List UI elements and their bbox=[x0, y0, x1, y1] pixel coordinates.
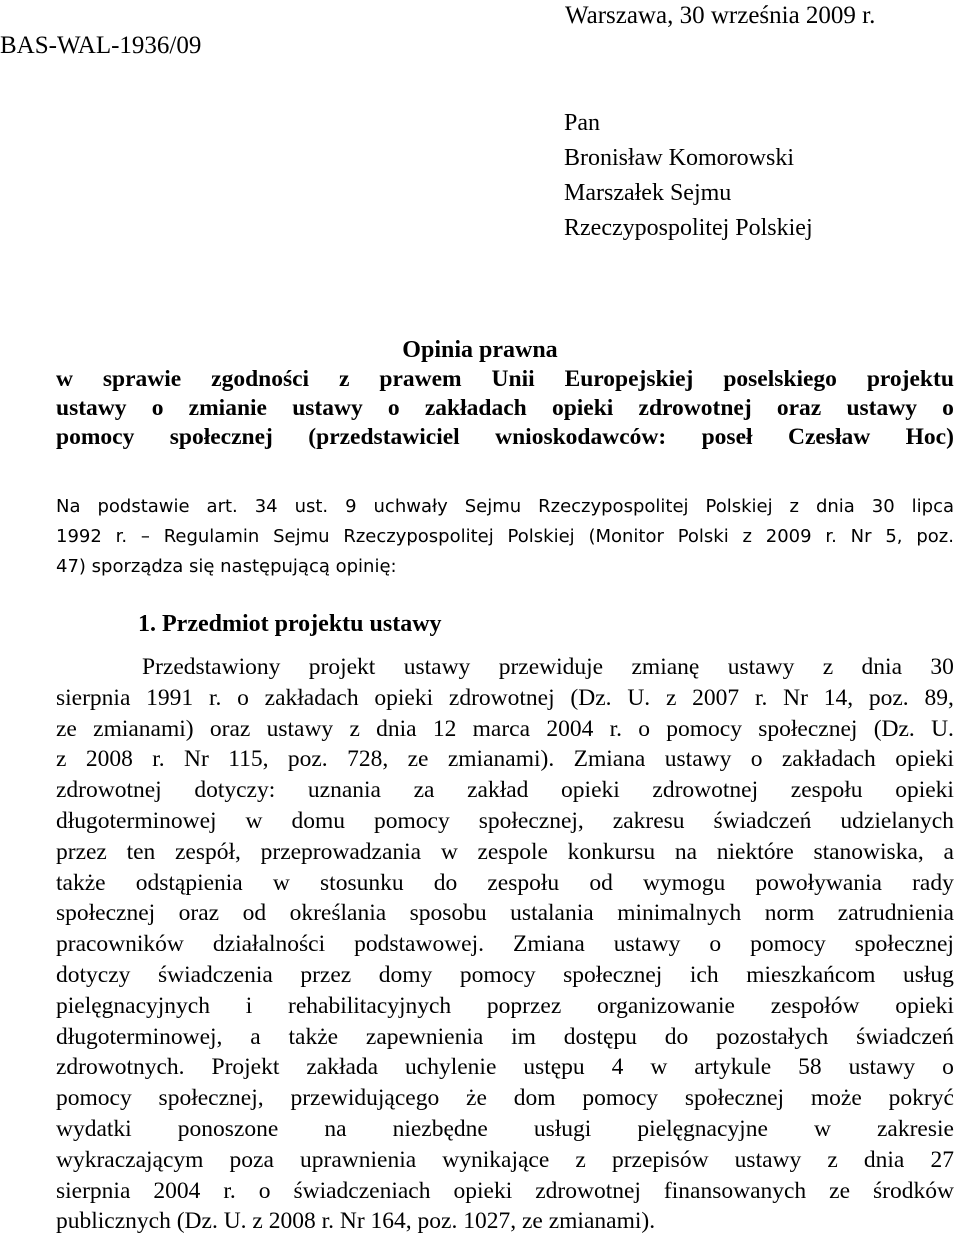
word: o bbox=[258, 1177, 271, 1204]
word: dom bbox=[513, 1085, 556, 1112]
word: wynikające bbox=[442, 1146, 550, 1173]
word: może bbox=[810, 1085, 862, 1112]
word: ponoszone bbox=[177, 1115, 279, 1142]
word: przepisów bbox=[611, 1146, 709, 1173]
word: zakładach bbox=[424, 395, 527, 421]
word: zmianę bbox=[631, 654, 700, 680]
body-line-text bbox=[56, 837, 954, 868]
word: opieki bbox=[561, 777, 620, 804]
word: przez bbox=[56, 838, 107, 865]
body-line-text bbox=[56, 1022, 954, 1053]
body-line-text bbox=[56, 960, 954, 991]
word: 30 bbox=[871, 496, 895, 517]
word: ich bbox=[689, 961, 719, 988]
word: zdrowotnej bbox=[56, 777, 162, 804]
word: zakresu bbox=[612, 807, 685, 834]
word: marca bbox=[472, 715, 531, 742]
word: (Dz. bbox=[570, 684, 612, 711]
word: ten bbox=[126, 838, 156, 865]
word: także bbox=[56, 869, 106, 896]
word: ze bbox=[56, 715, 77, 742]
word: domu bbox=[291, 807, 346, 834]
word: ustępu bbox=[523, 1054, 585, 1081]
word: rady bbox=[912, 869, 954, 896]
word: Unii bbox=[491, 366, 535, 392]
body-line bbox=[56, 1052, 954, 1083]
word: z bbox=[665, 684, 677, 711]
word: 2004 bbox=[153, 1177, 201, 1204]
body-line bbox=[56, 960, 954, 991]
word: przewidującego bbox=[290, 1085, 440, 1112]
body-line bbox=[56, 1083, 954, 1114]
body-line-text bbox=[56, 868, 954, 899]
word: zmianie bbox=[188, 395, 267, 421]
word: zdrowotnej bbox=[652, 777, 759, 804]
word: Rzeczypospolitej bbox=[343, 526, 494, 547]
body-line bbox=[56, 806, 954, 837]
word: poprzez bbox=[486, 992, 562, 1019]
addressee-line: Pan bbox=[564, 110, 600, 136]
word: mieszkańcom bbox=[746, 961, 876, 988]
body-line-text bbox=[56, 775, 954, 806]
word: o bbox=[709, 931, 722, 958]
word: pracowników bbox=[56, 931, 184, 958]
word: r. bbox=[825, 526, 837, 547]
word: z bbox=[339, 366, 350, 392]
addressee-line: Rzeczypospolitej Polskiej bbox=[564, 215, 813, 241]
word: zmianami). bbox=[447, 746, 555, 773]
opinion-subject-line bbox=[56, 394, 954, 423]
word: przez bbox=[300, 961, 352, 988]
word: 115, bbox=[228, 746, 269, 773]
word: 1992 bbox=[56, 526, 102, 547]
word: z bbox=[827, 1146, 838, 1173]
word: opieki bbox=[551, 395, 614, 421]
word: r. bbox=[754, 684, 768, 711]
word: ustawy bbox=[56, 395, 127, 421]
word: zakładach bbox=[781, 746, 876, 773]
word: społecznej, bbox=[158, 1085, 264, 1112]
word: zespołu bbox=[487, 869, 560, 896]
word: r. bbox=[208, 684, 222, 711]
body-line bbox=[56, 837, 954, 868]
word: uznania bbox=[307, 777, 381, 804]
word: od bbox=[242, 900, 267, 927]
word: ustawy bbox=[613, 931, 681, 958]
word: pomocy bbox=[56, 1085, 132, 1112]
word: pomocy bbox=[582, 1085, 659, 1112]
word: i bbox=[245, 992, 253, 1019]
word: od bbox=[589, 869, 613, 896]
word: społecznej bbox=[169, 424, 273, 450]
word: zapewnienia bbox=[365, 1023, 484, 1050]
word: Regulamin bbox=[163, 526, 260, 547]
body-line-text bbox=[56, 1176, 954, 1207]
word: pozostałych bbox=[716, 1023, 829, 1050]
body-line bbox=[56, 744, 954, 775]
word: ustawy bbox=[664, 746, 732, 773]
addressee-line: Marszałek Sejmu bbox=[564, 180, 732, 206]
word: o bbox=[942, 1054, 954, 1081]
word: społecznej bbox=[758, 715, 858, 742]
word: Projekt bbox=[211, 1054, 280, 1081]
word: (Monitor bbox=[588, 526, 664, 547]
word: Rzeczypospolitej bbox=[538, 496, 689, 517]
word: – bbox=[140, 526, 150, 547]
word: poz. bbox=[287, 746, 328, 773]
word: o bbox=[387, 395, 400, 421]
word: przewiduje bbox=[498, 654, 604, 680]
word: pomocy bbox=[56, 424, 135, 450]
word: wymogu bbox=[642, 869, 726, 896]
word: (przedstawiciel bbox=[308, 424, 460, 450]
word: 27 bbox=[930, 1146, 954, 1173]
word: a bbox=[250, 1023, 261, 1050]
word: (Dz. bbox=[873, 715, 915, 742]
word: wydatki bbox=[56, 1115, 132, 1142]
body-line bbox=[56, 1176, 954, 1207]
word: ustawy bbox=[266, 715, 334, 742]
body-line bbox=[56, 868, 954, 899]
word: uchwały bbox=[373, 496, 448, 517]
word: Polskiej bbox=[507, 526, 575, 547]
word: zespół, bbox=[175, 838, 241, 865]
word: minimalnych bbox=[617, 900, 742, 927]
word: usług bbox=[902, 961, 954, 988]
word: 2004 bbox=[546, 715, 594, 742]
word: że bbox=[466, 1085, 487, 1112]
word: zakładach bbox=[264, 684, 359, 711]
word: zdrowotnej bbox=[448, 684, 555, 711]
word: do bbox=[664, 1023, 689, 1050]
word: także bbox=[288, 1023, 339, 1050]
word: z bbox=[349, 715, 360, 742]
word: 58 bbox=[798, 1054, 822, 1081]
word: U. bbox=[627, 684, 651, 711]
word: uprawnienia bbox=[300, 1146, 417, 1173]
word: Hoc) bbox=[905, 424, 954, 450]
opinion-subject-line bbox=[56, 365, 954, 394]
word: zespołu bbox=[790, 777, 863, 804]
word: prawem bbox=[379, 366, 462, 392]
word: organizowanie bbox=[597, 992, 735, 1019]
word: poz. bbox=[868, 684, 909, 711]
word: zgodności bbox=[211, 366, 310, 392]
document-date: Warszawa, 30 września 2009 r. bbox=[565, 2, 876, 29]
word: 1991 bbox=[146, 684, 194, 711]
word: świadczenia bbox=[157, 961, 273, 988]
word: 12 bbox=[432, 715, 457, 742]
word: poza bbox=[229, 1146, 274, 1173]
word: o bbox=[638, 715, 650, 742]
word: oraz bbox=[209, 715, 251, 742]
word: artykule bbox=[694, 1054, 772, 1081]
word: pomocy bbox=[459, 961, 536, 988]
word: pielęgnacyjnych bbox=[56, 992, 210, 1019]
word: świadczeniach bbox=[293, 1177, 431, 1204]
word: Nr bbox=[850, 526, 872, 547]
word: z bbox=[822, 654, 834, 680]
word: ust. bbox=[294, 496, 329, 517]
body-line bbox=[56, 652, 954, 683]
word: w bbox=[245, 807, 263, 834]
word: sposobu bbox=[409, 900, 487, 927]
word: społecznej bbox=[684, 1085, 785, 1112]
word: świadczeń bbox=[856, 1023, 954, 1050]
word: ustawy bbox=[403, 654, 471, 680]
body-line-text bbox=[56, 714, 954, 745]
body-line bbox=[56, 1022, 954, 1053]
word: zdrowotnej bbox=[535, 1177, 641, 1204]
word: 9 bbox=[345, 496, 357, 517]
word: określania bbox=[289, 900, 387, 927]
body-line bbox=[56, 1145, 954, 1176]
word: o bbox=[750, 746, 763, 773]
body-line bbox=[56, 714, 954, 745]
word: im bbox=[511, 1023, 536, 1050]
word: zatrudnienia bbox=[837, 900, 954, 927]
body-line-text bbox=[56, 744, 954, 775]
word: długoterminowej, bbox=[56, 1023, 223, 1050]
word: r. bbox=[223, 1177, 236, 1204]
word: r. bbox=[152, 746, 165, 773]
word: pomocy bbox=[666, 715, 742, 742]
body-line-text bbox=[56, 898, 954, 929]
word: udzielanych bbox=[840, 807, 954, 834]
word: do bbox=[433, 869, 458, 896]
word: Nr bbox=[783, 684, 808, 711]
word: Polski bbox=[677, 526, 729, 547]
word: norm bbox=[764, 900, 815, 927]
word: sierpnia bbox=[56, 1177, 131, 1204]
body-line-text bbox=[56, 991, 954, 1022]
word: rehabilitacyjnych bbox=[288, 992, 452, 1019]
word: poseł bbox=[701, 424, 753, 450]
word: 34 bbox=[254, 496, 278, 517]
word: pomocy bbox=[374, 807, 450, 834]
word: r. bbox=[609, 715, 622, 742]
word: Sejmu bbox=[273, 526, 330, 547]
word: pielęgnacyjne bbox=[637, 1115, 768, 1142]
word: Przedstawiony bbox=[142, 654, 281, 680]
word: 5, bbox=[885, 526, 903, 547]
word: opieki bbox=[374, 684, 434, 711]
body-line bbox=[56, 898, 954, 929]
opinion-title: Opinia prawna bbox=[402, 337, 558, 363]
word: na bbox=[324, 1115, 347, 1142]
word: pomocy bbox=[750, 931, 826, 958]
word: opieki bbox=[895, 777, 954, 804]
word: oraz bbox=[776, 395, 822, 421]
document-reference-number: BAS-WAL-1936/09 bbox=[0, 32, 202, 59]
word: w bbox=[56, 366, 73, 392]
body-line-text bbox=[56, 929, 954, 960]
word: 2007 bbox=[692, 684, 740, 711]
word: zakłada bbox=[306, 1054, 379, 1081]
word: za bbox=[413, 777, 435, 804]
word: w bbox=[272, 869, 290, 896]
word: Europejskiej bbox=[564, 366, 694, 392]
word: dnia bbox=[863, 1146, 905, 1173]
word: U. bbox=[931, 715, 954, 742]
word: projekt bbox=[308, 654, 376, 680]
word: środków bbox=[873, 1177, 954, 1204]
word: ustawy bbox=[727, 654, 795, 680]
word: dnia bbox=[376, 715, 417, 742]
addressee-block bbox=[564, 106, 813, 246]
word: usługi bbox=[533, 1115, 592, 1142]
word: konkursu bbox=[567, 838, 656, 865]
word: społecznej bbox=[563, 961, 663, 988]
word: 2009 bbox=[765, 526, 812, 547]
word: o bbox=[237, 684, 249, 711]
word: niektóre bbox=[716, 838, 794, 865]
word: Nr bbox=[184, 746, 209, 773]
word: 2008 bbox=[85, 746, 133, 773]
word: pokryć bbox=[888, 1085, 954, 1112]
word: o bbox=[942, 395, 954, 421]
word: uchylenie bbox=[405, 1054, 497, 1081]
body-line bbox=[56, 683, 954, 714]
word: dotyczy bbox=[56, 961, 131, 988]
word: w bbox=[813, 1115, 831, 1142]
word: zdrowotnych. bbox=[56, 1054, 185, 1081]
word: ustawy bbox=[846, 395, 917, 421]
word: powoływania bbox=[755, 869, 882, 896]
legal-basis-line bbox=[56, 492, 954, 522]
word: ze bbox=[407, 746, 429, 773]
word: ustalania bbox=[510, 900, 594, 927]
word: dnia bbox=[815, 496, 855, 517]
word: na bbox=[674, 838, 698, 865]
word: ustawy bbox=[848, 1054, 916, 1081]
word: a bbox=[943, 838, 954, 865]
word: zakresie bbox=[876, 1115, 954, 1142]
word: ustawy bbox=[734, 1146, 802, 1173]
word: dostępu bbox=[563, 1023, 637, 1050]
body-line bbox=[56, 775, 954, 806]
section-heading: 1. Przedmiot projektu ustawy bbox=[138, 611, 442, 637]
word: opieki bbox=[453, 1177, 513, 1204]
word: oraz bbox=[178, 900, 220, 927]
word: dotyczy: bbox=[194, 777, 276, 804]
body-line-text bbox=[56, 1145, 954, 1176]
legal-basis-line: 47) sporządza się następującą opinię: bbox=[56, 556, 397, 577]
body-line bbox=[56, 929, 954, 960]
word: domy bbox=[378, 961, 433, 988]
word: poz. bbox=[916, 526, 954, 547]
word: Na bbox=[56, 496, 81, 517]
word: w bbox=[650, 1054, 668, 1081]
word: podstawie bbox=[97, 496, 190, 517]
word: 14, bbox=[823, 684, 854, 711]
word: zmianami) bbox=[93, 715, 194, 742]
body-line: publicznych (Dz. U. z 2008 r. Nr 164, poz. 1027, ze zmianami). bbox=[56, 1208, 656, 1235]
body-line-text bbox=[56, 1052, 954, 1083]
body-line-text bbox=[56, 806, 954, 837]
word: z bbox=[742, 526, 752, 547]
addressee-line: Bronisław Komorowski bbox=[564, 145, 794, 171]
body-line-text bbox=[56, 683, 954, 714]
opinion-subject bbox=[56, 365, 954, 452]
word: 728, bbox=[347, 746, 389, 773]
word: Czesław bbox=[787, 424, 871, 450]
word: z bbox=[575, 1146, 586, 1173]
word: zdrowotnej bbox=[638, 395, 752, 421]
word: Zmiana bbox=[513, 931, 585, 958]
word: zespole bbox=[477, 838, 548, 865]
word: o bbox=[151, 395, 164, 421]
word: Zmiana bbox=[573, 746, 646, 773]
legal-basis-line bbox=[56, 522, 954, 552]
word: świadczeń bbox=[713, 807, 812, 834]
word: z bbox=[789, 496, 799, 517]
word: ustawy bbox=[292, 395, 363, 421]
word: Polskiej bbox=[705, 496, 773, 517]
word: w bbox=[440, 838, 458, 865]
legal-basis-paragraph bbox=[56, 492, 954, 582]
word: przeprowadzania bbox=[260, 838, 422, 865]
word: społecznej bbox=[854, 931, 954, 958]
word: r. bbox=[115, 526, 128, 547]
opinion-subject-line bbox=[56, 423, 954, 452]
word: odstąpienia bbox=[135, 869, 243, 896]
body-line bbox=[56, 1114, 954, 1145]
word: 89, bbox=[924, 684, 954, 711]
word: sprawie bbox=[102, 366, 182, 392]
word: poselskiego bbox=[723, 366, 837, 392]
word: społecznej bbox=[56, 900, 156, 927]
word: zespołów bbox=[770, 992, 860, 1019]
word: finansowanych bbox=[663, 1177, 807, 1204]
word: stanowiska, bbox=[813, 838, 924, 865]
word: z bbox=[56, 746, 67, 773]
word: sierpnia bbox=[56, 684, 131, 711]
word: Sejmu bbox=[464, 496, 522, 517]
word: ze bbox=[829, 1177, 851, 1204]
word: działalności bbox=[212, 931, 326, 958]
word: stosunku bbox=[320, 869, 404, 896]
word: wnioskodawców: bbox=[495, 424, 667, 450]
word: niezbędne bbox=[392, 1115, 488, 1142]
word: wykraczającym bbox=[56, 1146, 204, 1173]
word: dnia bbox=[861, 654, 903, 680]
word: podstawowej. bbox=[354, 931, 485, 958]
word: art. bbox=[206, 496, 238, 517]
word: 4 bbox=[611, 1054, 624, 1081]
word: projektu bbox=[866, 366, 954, 392]
body-line-text bbox=[56, 1083, 954, 1114]
word: opieki bbox=[895, 992, 954, 1019]
word: lipca bbox=[911, 496, 954, 517]
word: opieki bbox=[895, 746, 954, 773]
body-line-text bbox=[142, 652, 954, 683]
body-line-text bbox=[56, 1114, 954, 1145]
word: 30 bbox=[930, 654, 954, 680]
body-line bbox=[56, 991, 954, 1022]
word: długoterminowej bbox=[56, 807, 217, 834]
word: zakład bbox=[467, 777, 529, 804]
section-body-paragraph bbox=[56, 652, 954, 1237]
word: społecznej, bbox=[478, 807, 584, 834]
